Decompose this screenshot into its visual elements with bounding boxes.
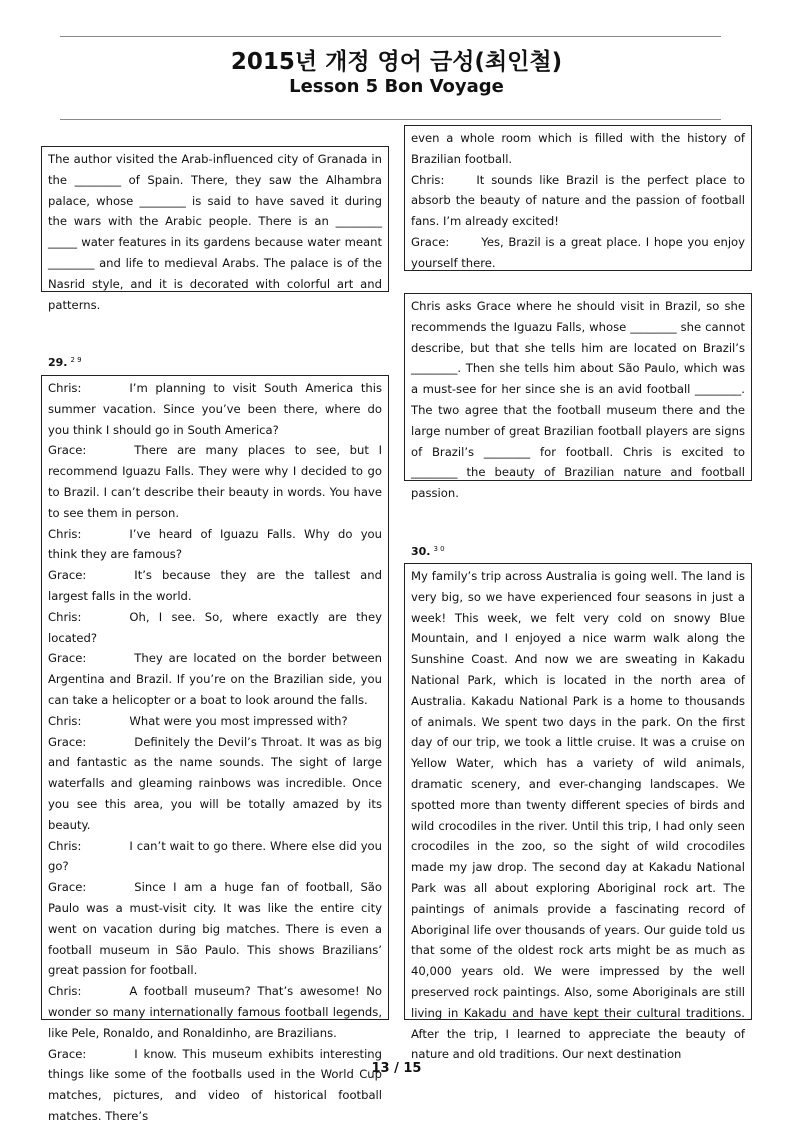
dialog-line [48,711,382,732]
lesson-subtitle: Lesson 5 Bon Voyage [289,76,504,97]
dialog-speaker: Grace: [48,880,87,895]
dialog-speaker: Grace: [48,651,87,666]
dialog-line [48,836,382,878]
dialog-line [411,170,745,232]
dialog-text: There are many places to see, but I recommend Iguazu Falls. They were why I decided to go to Brazil. I can’t describe their beauty in words. You have to see them in person. [48,443,382,520]
left-summary-box [41,146,389,312]
question-29-number: 29. $^{2 9}$ [48,356,82,369]
dialog-line [48,732,382,836]
dialog-text: Definitely the Devil’s Throat. It was as big and fantastic as the name sounds. The sight of large waterfalls and gleaming rainbows was incredible. Once you see this area, you will be totally amazed by its beauty. [48,734,382,832]
dialog-text: What were you most impressed with? [129,713,348,728]
dialog-line [48,607,382,649]
page-number: 13 / 15 [371,1061,422,1076]
dialog-speaker: Chris: [411,172,445,187]
dialog-speaker: Chris: [48,609,82,624]
dialog-line [48,378,382,440]
dialog-line [48,981,382,1043]
dialog-text: I know. This museum exhibits interesting things like some of the footballs used in the World Cup matches, pictures, and video of historical football matches. There’s [48,1046,382,1123]
dialog-speaker: Chris: [48,713,82,728]
dialog-text: It’s because they are the tallest and largest falls in the world. [48,568,382,603]
question-30-passage-box [404,563,752,1062]
dialog-line [411,232,745,274]
page-title: 2015년 개정 영어 금성(최인철) [230,49,563,75]
dialog-text: Yes, Brazil is a great place. I hope you enjoy yourself there. [411,234,745,270]
dialog-line [48,565,382,607]
question-29-dialog-box [41,375,389,1123]
dialog-text: I’ve heard of Iguazu Falls. Why do you think they are famous? [48,526,382,562]
dialog-speaker: Grace: [48,568,87,583]
dialog-text: I’m planning to visit South America this summer vacation. Since you’ve been there, where do you think I should go in South America? [48,381,382,437]
dialog-line [48,440,382,523]
question-30-number: 30. $^{3 0}$ [411,545,445,558]
dialog-speaker: Chris: [48,838,82,853]
dialog-speaker: Grace: [411,234,450,249]
question-30-passage: My family’s trip across Australia is going well. The land is very big, so we have experienced four seasons in just a week! This week, we felt very cold on snowy Blue Mountain, and I enjoyed a nice warm walk along the Sunshine Coast. And now we are sweating in Kakadu National Park, which is located in the north area of Australia. Kakadu National Park is a home to thousands of animals. We spent two days in the park. On the first day of our trip, we took a little cruise. It was a cruise on Yellow Water, which has a variety of wild animals, dramatic scenery, and ever-changing landscapes. We spotted more than twenty different species of birds and wild crocodiles in the river. Until this trip, I had only seen crocodiles in the zoo, so the sight of wild crocodiles made my jaw drop. The second day at Kakadu National Park was all about exploring Aboriginal rock art. The paintings of animals provide a fascinating record of Aboriginal life over thousands of years. Our guide told us that some of the oldest rock arts might be as much as 40,000 years old. We were impressed by the well preserved rock paintings. Also, some Aboriginals are still living in Kakadu and have kept their cultural traditions. After the trip, I learned to appreciate the beauty of nature and old traditions. Our next destination [411,569,745,1062]
dialog-text: Oh, I see. So, where exactly are they located? [48,609,382,645]
dialog-text: A football museum? That’s awesome! No wonder so many internationally famous football legends, like Pele, Ronaldo, and Ronaldinho, are Brazilians. [48,984,382,1040]
dialog-continuation-text: even a whole room which is filled with the history of Brazilian football. [411,131,745,166]
dialog-speaker: Grace: [48,443,87,458]
dialog-line [48,524,382,566]
dialog-speaker: Chris: [48,381,82,395]
header-top-rule [60,36,721,37]
dialog-text: It sounds like Brazil is the perfect place to absorb the beauty of nature and the passion of football fans. I’m already excited! [411,172,745,229]
dialog-speaker: Grace: [48,734,87,749]
dialog-continuation-box [404,125,752,271]
left-summary-text: The author visited the Arab-influenced city of Granada in the ________ of Spain. There, they saw the Alhambra palace, whose ________ is said to have saved it during the wars with the Arabic people. There is an ________ _____ water features in its gardens because water meant ________ and life to medieval Arabs. The palace is of the Nasrid style, and it is decorated with colorful art and patterns. [48,152,382,312]
dialog-text: They are located on the border between Argentina and Brazil. If you’re on the Brazilian side, you can take a helicopter or a boat to look around the falls. [48,651,382,707]
right-summary-box [404,293,752,501]
dialog-text: I can’t wait to go there. Where else did you go? [48,838,382,874]
right-summary-text: Chris asks Grace where he should visit in Brazil, so she recommends the Iguazu Falls, whose ________ she cannot describe, but that she tells him are located on Brazil’s ________. Then she tells him about São Paulo, which was a must-see for her since she is an avid football ________. The two agree that the football museum there and the large number of great Brazilian football players are signs of Brazil’s ________ for football. Chris is excited to ________ the beauty of Brazilian nature and football passion. [411,299,745,501]
dialog-line [48,1044,382,1127]
dialog-speaker: Grace: [48,1046,87,1061]
dialog-text: Since I am a huge fan of football, São Paulo was a must-visit city. It was like the entire city went on vacation during big matches. There is even a football museum in São Paulo. This shows Brazilians’ great passion for football. [48,880,382,978]
dialog-speaker: Chris: [48,526,82,541]
dialog-line [48,648,382,710]
header-bottom-rule [60,119,721,120]
dialog-line [48,877,382,981]
dialog-speaker: Chris: [48,984,82,999]
